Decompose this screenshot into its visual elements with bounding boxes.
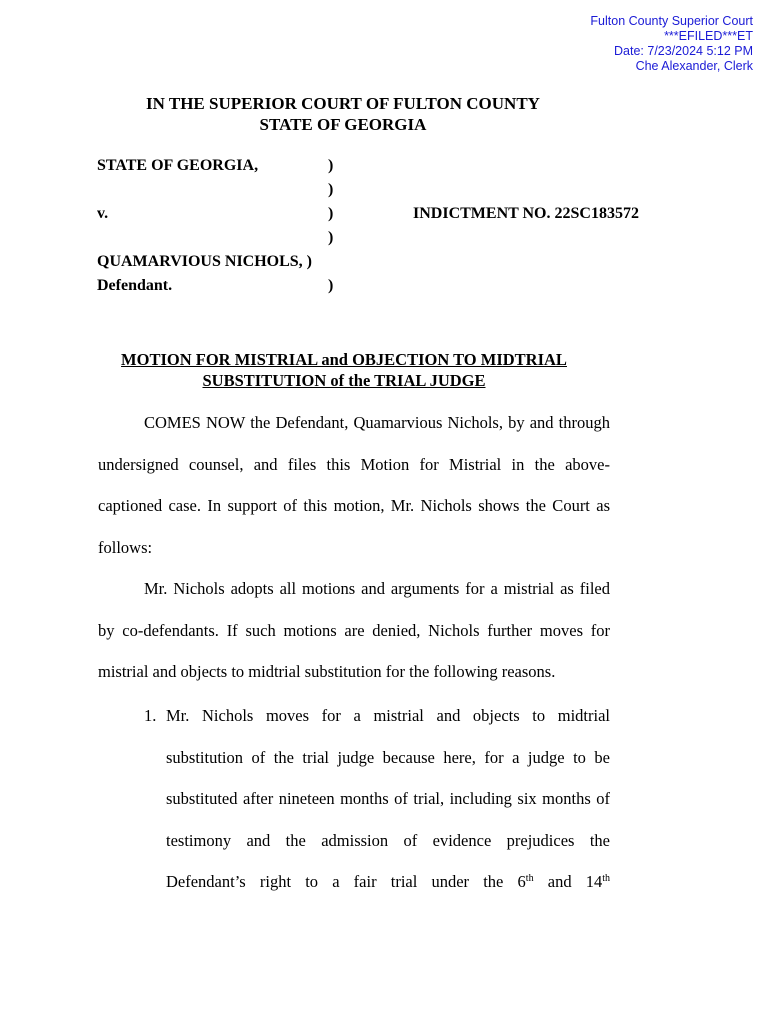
efile-stamp bbox=[590, 14, 753, 74]
body-paragraph: COMES NOW the Defendant, Quamarvious Nichols, by and through undersigned counsel, and files this Motion for Mistrial in the above-captioned case. In support of this motion, Mr. Nichols shows the Court as follows: bbox=[98, 413, 610, 557]
court-heading-line2: STATE OF GEORGIA bbox=[259, 115, 427, 134]
ordinal-suffix: th bbox=[525, 873, 534, 884]
caption-row bbox=[97, 274, 697, 298]
ordinal-14: 14 bbox=[585, 872, 603, 891]
stamp-status: ***EFILED***ET bbox=[664, 29, 753, 43]
indictment-number: INDICTMENT NO. 22SC183572 bbox=[413, 205, 639, 222]
stamp-court: Fulton County Superior Court bbox=[590, 14, 753, 28]
caption-paren: ) bbox=[328, 181, 334, 198]
conjunction: and bbox=[547, 872, 572, 891]
caption-row bbox=[97, 250, 697, 274]
caption-party: v. bbox=[97, 205, 109, 222]
body-paragraph: Mr. Nichols adopts all motions and arguments for a mistrial as filed by co-defendants. If such motions are denied, Nichols further moves for mistrial and objects to midtrial substitution for the following reasons. bbox=[98, 579, 610, 681]
stamp-clerk: Che Alexander, Clerk bbox=[635, 59, 753, 73]
caption-row bbox=[97, 226, 697, 250]
caption-paren: ) bbox=[328, 277, 334, 294]
caption-paren: ) bbox=[328, 157, 334, 174]
caption-paren: ) bbox=[328, 229, 334, 246]
numbered-list-item bbox=[98, 695, 610, 903]
motion-body bbox=[98, 402, 610, 693]
court-heading-line1: IN THE SUPERIOR COURT OF FULTON COUNTY bbox=[146, 94, 540, 113]
list-number: 1. bbox=[144, 706, 157, 725]
motion-title-line2: SUBSTITUTION of the TRIAL JUDGE bbox=[202, 371, 486, 390]
caption-party: STATE OF GEORGIA, bbox=[97, 157, 259, 174]
list-item-body: Mr. Nichols moves for a mistrial and objects to midtrial substitution of the trial judge because here, for a judge to be substituted after nineteen months of trial, including six months of testimony and the admission of evidence prejudices the Defendant’s right to a fair trial under the bbox=[166, 706, 610, 891]
motion-title bbox=[0, 349, 688, 391]
court-heading bbox=[0, 93, 686, 135]
caption-row bbox=[97, 178, 697, 202]
caption-row bbox=[97, 154, 697, 178]
caption-paren: ) bbox=[328, 205, 334, 222]
stamp-date: Date: 7/23/2024 5:12 PM bbox=[614, 44, 753, 58]
motion-title-line1: MOTION FOR MISTRIAL and OBJECTION TO MIDTRIAL bbox=[121, 350, 567, 369]
caption-party: Defendant. bbox=[97, 277, 173, 294]
list-item-text bbox=[166, 695, 610, 903]
ordinal-6: 6 bbox=[517, 872, 526, 891]
ordinal-suffix: th bbox=[602, 873, 611, 884]
caption-party: QUAMARVIOUS NICHOLS, ) bbox=[97, 253, 313, 270]
